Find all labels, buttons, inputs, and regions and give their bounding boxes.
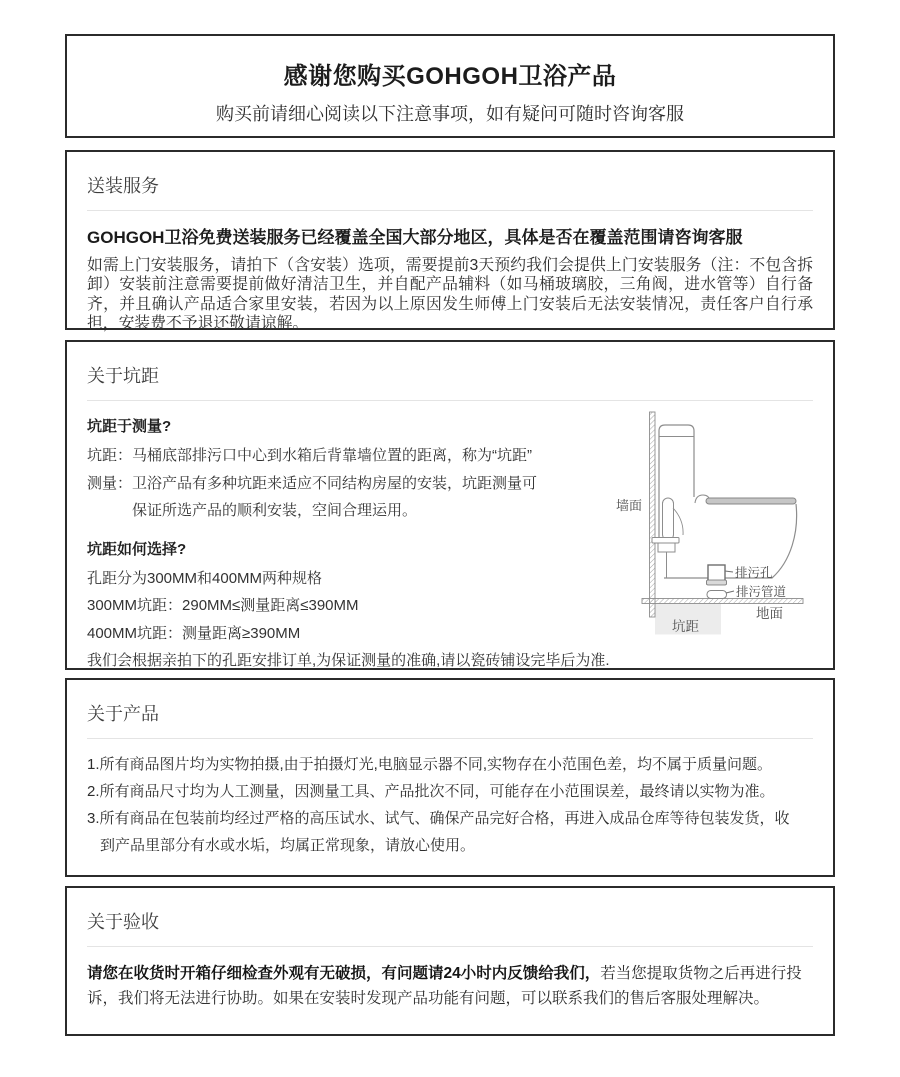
pit-measure-label: 测量： [87,474,133,492]
pit-measure-text [132,470,537,525]
product-note-item: 3.所有商品在包装前均经过严格的高压试水、试气、确保产品完好合格，再进入成品仓库等待包装发货，收到产品里部分有水或水垢，均属正常现象，请放心使用。 [87,810,790,854]
wall-label: 墙面 [616,498,643,513]
pipe-label-tick [726,591,734,593]
product-note-item: 2.所有商品尺寸均为人工测量，因测量工具、产品批次不同，可能存在小范围误差，最终请以实物为准。 [87,783,775,800]
pit-measure-text-line2: 保证所选产品的顺利安装，空间合理运用。 [132,502,418,519]
pit-spec-300mm: 300MM坑距：290MM≤测量距离≤390MM [87,597,359,614]
product-note-item: 1.所有商品图片均为实物拍摄,由于拍摄灯光,电脑显示器不同,实物存在小范围色差，均不属于质量问题。 [87,756,773,773]
delivery-body-text: 如需上门安装服务，请拍下（含安装）选项，需要提前3天预约我们会提供上门安装服务（注：不包含拆卸）安装前注意需要提前做好清洁卫生，并自配产品辅料（如马桶玻璃胶，三角阀，进水管等）自行备齐，并且确认产品适合家里安装，若因为以上原因发生师傅上门安装后无法安装情况，责任客户自行承担，安装费不予退还敬请谅解。 [87,257,813,332]
delivery-lead-text: GOHGOH卫浴免费送装服务已经覆盖全国大部分地区，具体是否在覆盖范围请咨询客服 [87,228,743,247]
section-divider [87,210,813,211]
page-subtitle: 购买前请细心阅读以下注意事项，如有疑问可随时咨询客服 [216,104,684,124]
section-title-acceptance: 关于验收 [87,912,159,932]
acceptance-body-text: 若当您提取货物之后再进行投诉，我们将无法进行协助。如果在安装时发现产品功能有问题，可以联系我们的售后客服处理解决。 [87,965,802,1007]
acceptance-lead-bold: 请您在收货时开箱仔细检查外观有无破损，有问题请24小时内反馈给我们， [87,965,601,982]
product-notes-list [87,751,793,859]
hole-label-tick [725,571,733,572]
section-divider [87,946,813,947]
pit-distance-diagram [611,390,821,648]
pit-definition-text: 马桶底部排污口中心到水箱后背靠墙位置的距离，称为“坑距” [132,447,533,464]
pit-spec-intro: 孔距分为300MM和400MM两种规格 [87,569,323,587]
section-about-product [65,678,835,877]
wall-hatch [650,412,656,617]
section-acceptance [65,886,835,1036]
sewage-hole-base [707,580,727,585]
toilet-seat [706,498,796,504]
inlet-valve-plate [652,538,679,544]
floor-hatch [642,599,803,604]
sewage-pipe-shape [707,591,727,599]
section-pit-distance [65,340,835,670]
pit-question-measure: 坑距于测量? [87,418,172,435]
sewage-pipe-label: 排污管道 [736,585,787,599]
pit-definition-label: 坑距： [87,447,133,464]
header-card [65,34,835,138]
acceptance-paragraph [87,961,813,1011]
toilet-bowl-outline [664,504,797,578]
floor-label: 地面 [756,606,783,621]
section-divider [87,738,813,739]
page-title: 感谢您购买GOHGOH卫浴产品 [283,63,617,90]
pit-spec-400mm: 400MM坑距：测量距离≥390MM [87,624,301,642]
sewage-hole-box [708,565,725,581]
pit-text-column [87,414,617,675]
section-title-delivery: 送装服务 [87,176,159,196]
pit-definition-row [87,442,617,470]
flush-valve [663,498,674,540]
pit-order-note: 我们会根据亲拍下的孔距安排订单,为保证测量的准确,请以瓷砖铺设完毕后为准. [87,652,610,669]
pit-question-choose: 坑距如何选择? [87,540,187,558]
section-title-product: 关于产品 [87,704,159,724]
inlet-valve-body [658,543,675,552]
section-delivery-service [65,150,835,330]
section-title-pit: 关于坑距 [87,366,159,386]
sewage-hole-label: 排污孔 [735,566,773,580]
pit-distance-label: 坑距 [672,619,699,634]
pit-measure-text-line1: 卫浴产品有多种坑距来适应不同结构房屋的安装，坑距测量可 [132,474,538,492]
pit-measure-row [87,470,617,525]
